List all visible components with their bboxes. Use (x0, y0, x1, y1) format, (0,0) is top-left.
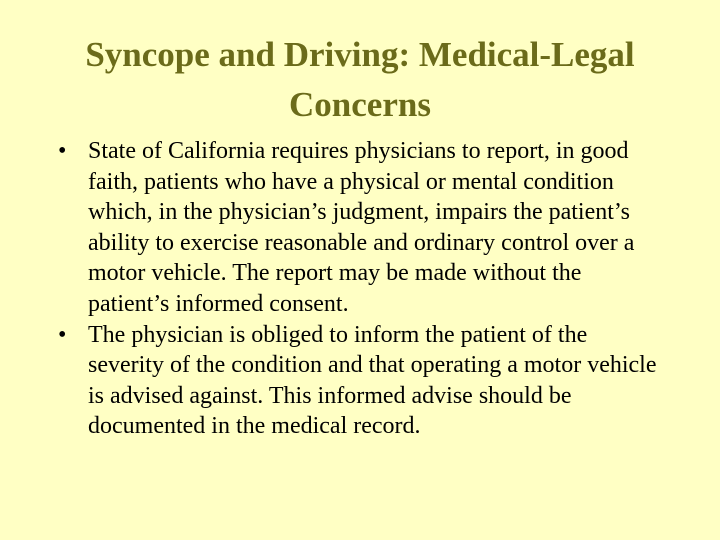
bullet-icon: • (58, 321, 67, 348)
bullet-icon: • (58, 138, 67, 164)
bullet-item-inform-patient (58, 320, 668, 442)
slide-title: Syncope and Driving: Medical-Legal Concerns (85, 35, 635, 124)
bullet-list (58, 136, 668, 442)
bullet-text: State of California requires physicians to report, in good faith, patients who have a physical or mental condition which, in the physician’s judgment, impairs the patient’s ability to exercise reasonable and ordinary control over a motor vehicle. The report may be made without the patient’s informed consent. (88, 138, 635, 317)
bullet-text: The physician is obliged to inform the patient of the severity of the condition and that operating a motor vehicle is advised against. This informed advise should be documented in the medical record. (88, 321, 657, 440)
bullet-item-reporting (58, 136, 668, 320)
